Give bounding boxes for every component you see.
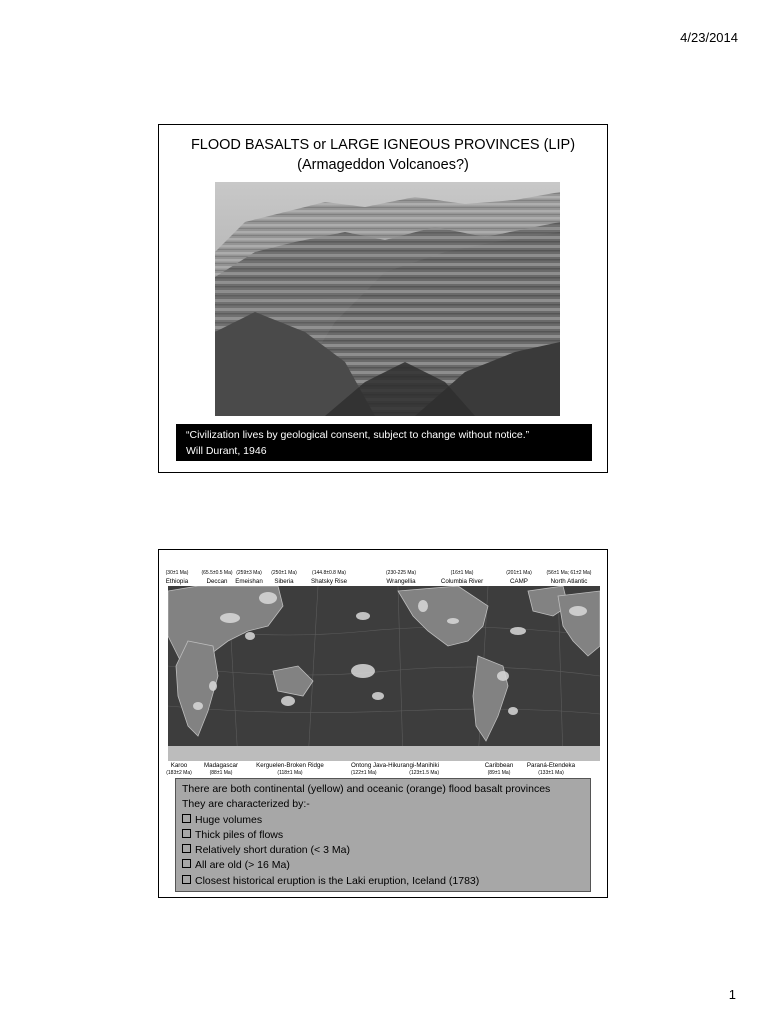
- map-label-camp: [506, 570, 532, 585]
- map-label-age-ontong: (122±1 Ma): [350, 769, 377, 776]
- map-label-name: Wrangellia: [386, 577, 416, 585]
- bullet-item: [182, 858, 584, 873]
- map-label-name: Siberia: [274, 577, 294, 585]
- map-label-age: (118±1 Ma): [277, 769, 303, 776]
- quote-text: “Civilization lives by geological consent, subject to change without notice.”: [186, 429, 530, 441]
- map-label-kerguelen: [256, 762, 324, 777]
- world-map-lip: [168, 586, 600, 761]
- map-label-deccan: [201, 570, 232, 585]
- map-label-age: (250±1 Ma): [271, 570, 297, 576]
- map-label-name: Shatsky Rise: [310, 577, 348, 585]
- checkbox-bullet-icon: [182, 875, 191, 884]
- map-label-age: [351, 770, 439, 778]
- checkbox-bullet-icon: [182, 844, 191, 853]
- bullet-text: Thick piles of flows: [195, 828, 284, 841]
- map-label-age: (16±1 Ma): [450, 570, 474, 576]
- map-label-name: Paraná-Etendeka: [526, 762, 576, 769]
- map-label-name: North Atlantic: [550, 577, 588, 585]
- slide-title-line2: (Armageddon Volcanoes?): [297, 157, 469, 173]
- caption-intro-line2: They are characterized by:-: [182, 798, 310, 811]
- map-label-parana-etendeka: [527, 762, 575, 777]
- map-label-age: (230-225 Ma): [385, 570, 417, 576]
- map-label-siberia: [271, 570, 297, 585]
- map-label-name: Ontong Java-Hikurangi-Manihiki: [350, 762, 440, 769]
- map-label-north-atlantic: [547, 570, 592, 585]
- checkbox-bullet-icon: [182, 829, 191, 838]
- map-label-wrangellia: [386, 570, 416, 585]
- page-date: 4/23/2014: [680, 30, 738, 45]
- map-label-age: (65.5±0.5 Ma): [201, 570, 233, 576]
- map-label-ontong-java: [351, 762, 439, 777]
- map-label-age: (183±2 Ma): [166, 769, 192, 776]
- slide-lip-world-map: [158, 549, 608, 898]
- basalt-cliffs-photo: [215, 182, 560, 416]
- map-label-age: (88±1 Ma): [209, 769, 233, 776]
- bullet-text: All are old (> 16 Ma): [195, 859, 290, 872]
- checkbox-bullet-icon: [182, 859, 191, 868]
- map-label-emeishan: [235, 570, 263, 585]
- map-label-name: Deccan: [206, 577, 228, 585]
- map-label-name: CAMP: [510, 577, 528, 585]
- map-label-age: (259±3 Ma): [236, 570, 262, 576]
- map-label-age: (30±1 Ma): [165, 570, 189, 576]
- slide-flood-basalts-title: [158, 124, 608, 473]
- bullet-item: [182, 828, 584, 843]
- quote-author: Will Durant, 1946: [186, 445, 267, 457]
- map-label-name: Ethiopia: [165, 577, 189, 585]
- bullet-item: [182, 874, 584, 889]
- map-label-shatsky-rise: [311, 570, 347, 585]
- map-label-name: Emeishan: [235, 577, 263, 585]
- map-label-age: (89±1 Ma): [487, 769, 511, 776]
- map-label-columbia-river: [441, 570, 483, 585]
- map-label-age: (56±1 Ma; 61±2 Ma): [546, 570, 592, 576]
- map-label-name: Madagascar: [203, 762, 239, 769]
- slide-title-line1: FLOOD BASALTS or LARGE IGNEOUS PROVINCES (LIP): [190, 137, 576, 153]
- bullet-item: [182, 843, 584, 858]
- bullet-text: Huge volumes: [195, 813, 263, 826]
- map-label-ethiopia: [166, 570, 189, 585]
- map-label-age: (144.8±0.8 Ma): [312, 570, 346, 576]
- map-label-name: Kerguelen-Broken Ridge: [256, 762, 324, 769]
- page-number: 1: [728, 987, 736, 1002]
- slide-title: [159, 135, 607, 175]
- bullet-text: Closest historical eruption is the Laki eruption, Iceland (1783): [195, 874, 480, 887]
- checkbox-bullet-icon: [182, 814, 191, 823]
- map-label-age: (201±1 Ma): [506, 570, 532, 576]
- map-label-madagascar: [204, 762, 238, 777]
- quote-box: [176, 424, 592, 461]
- bullet-item: [182, 813, 584, 828]
- map-label-age-manihiki: (123±1.5 Ma): [409, 769, 440, 776]
- bullet-text: Relatively short duration (< 3 Ma): [195, 844, 350, 857]
- caption-intro-line1: There are both continental (yellow) and oceanic (orange) flood basalt provinces: [182, 783, 551, 795]
- map-label-name: Karoo: [170, 762, 188, 769]
- map-label-name: Caribbean: [484, 762, 514, 769]
- map-label-age: (133±1 Ma): [538, 769, 564, 776]
- map-label-name: Columbia River: [440, 577, 484, 585]
- caption-box: [175, 778, 591, 892]
- map-label-caribbean: [485, 762, 514, 777]
- map-label-karoo: [166, 762, 192, 777]
